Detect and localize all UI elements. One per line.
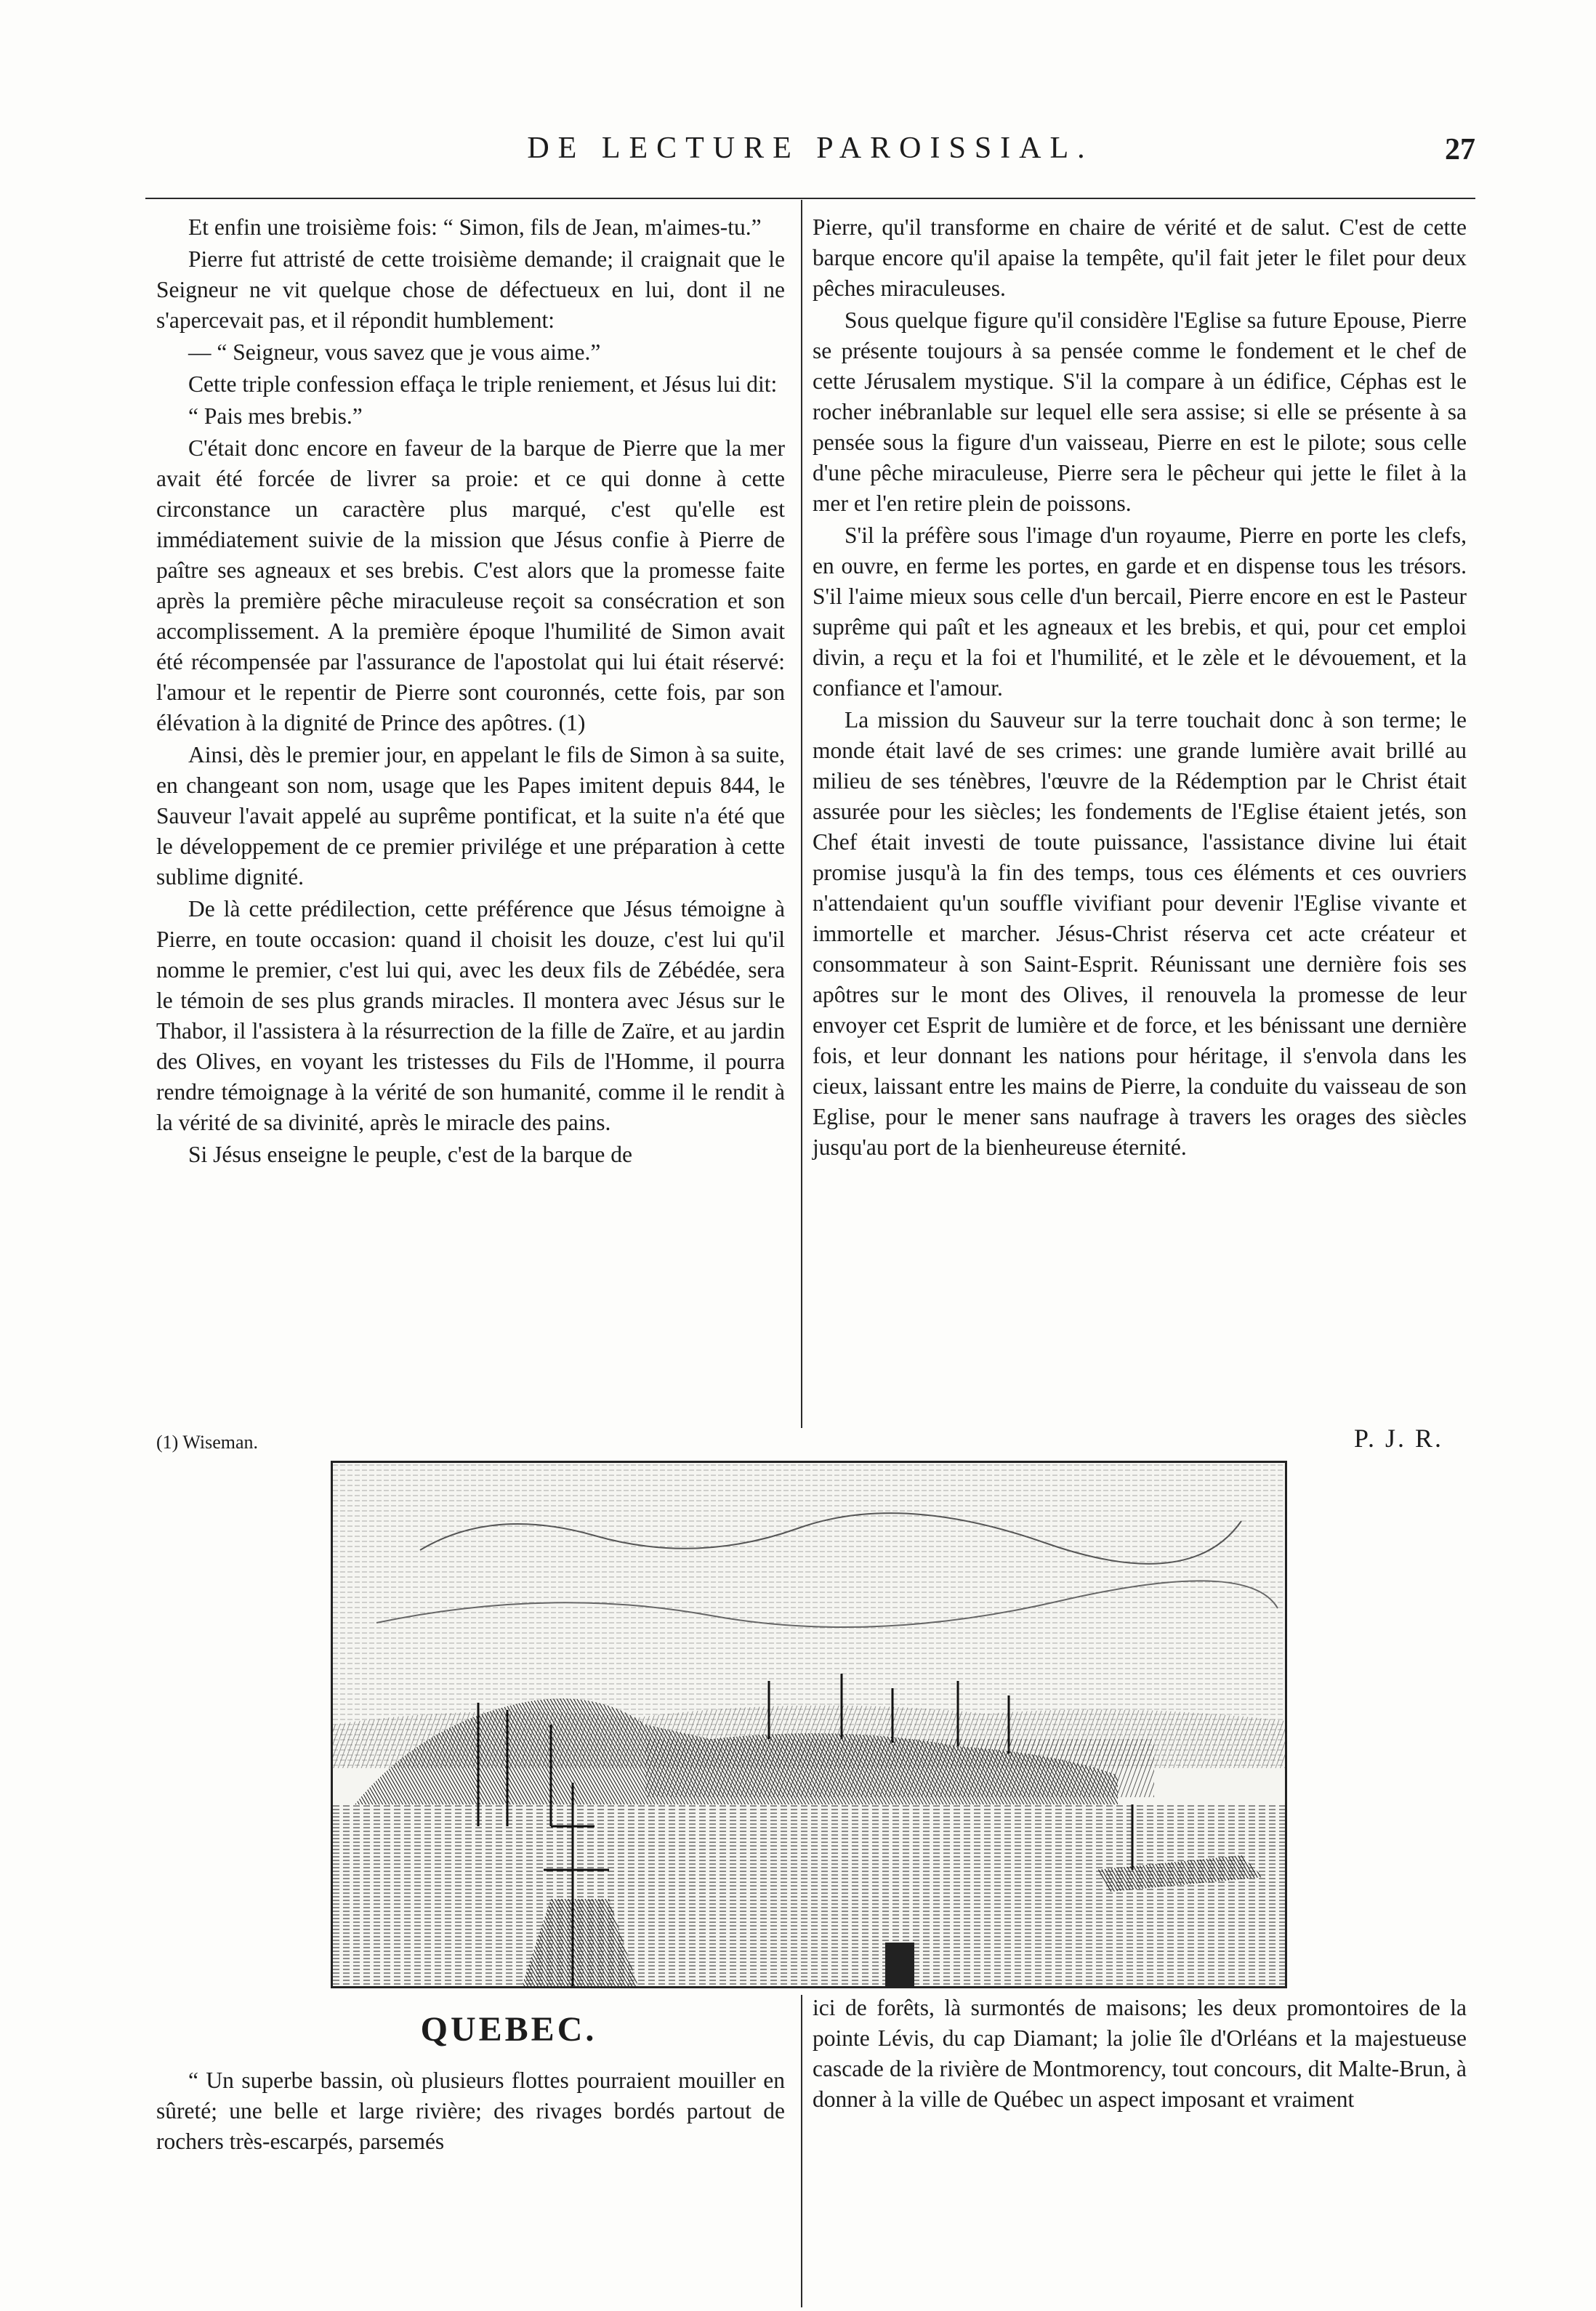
paragraph: — “ Seigneur, vous savez que je vous aime.” <box>188 339 601 365</box>
paragraph: Cette triple confession effaça le triple reniement, et Jésus lui dit: <box>188 371 778 397</box>
paragraph: “ Un superbe bassin, où plusieurs flottes pourraient mouiller en sûreté; une belle et large rivière; des rivages bordés partout de rochers très-escarpés, parsemés <box>156 2068 785 2154</box>
paragraph: Et enfin une troisième fois: “ Simon, fils de Jean, m'aimes-tu.” <box>188 214 762 240</box>
header-rule <box>145 198 1475 199</box>
paragraph: De là cette prédilection, cette préférence que Jésus témoigne à Pierre, en toute occasion: quand il choisit les douze, c'est lui qu'il nomme le premier, c'est lui qui, avec les deux fils de Zébédée, sera le témoin de ses plus grands miracles. Il montera avec Jésus sur le Thabor, il l'assistera à la résurrection de la fille de Zaïre, et au jardin des Olives, en voyant les tristesses du Fils de l'Homme, il pourra rendre témoignage à la vérité de son humanité, comme il le rendit à la vérité de sa divinité, après le miracle des pains. <box>156 896 785 1135</box>
paragraph: Si Jésus enseigne le peuple, c'est de la barque de <box>188 1142 632 1167</box>
author-signature: P. J. R. <box>1353 1424 1443 1453</box>
quebec-column-right <box>813 1993 1467 2116</box>
running-header <box>145 131 1475 182</box>
paragraph: Sous quelque figure qu'il considère l'Eglise sa future Epouse, Pierre se présente toujours à sa pensée comme le fondement et le chef de cette Jérusalem mystique. S'il la compare à un édifice, Céphas est le rocher inébranlable sur lequel elle sera assise; si elle se présente à sa pensée sous la figure d'un vaisseau, Pierre en est le pilote; sous celle d'une pêche miraculeuse, Pierre sera le pêcheur qui jette le filet à la mer et l'en retire plein de poissons. <box>813 307 1467 516</box>
column-left <box>156 212 785 1171</box>
section-title: QUEBEC. <box>420 2010 597 2049</box>
paragraph: ici de forêts, là surmontés de maisons; les deux promontoires de la pointe Lévis, du cap Diamant; la jolie île d'Orléans et la majestueuse cascade de la rivière de Montmorency, tout concours, dit Malte-Brun, à donner à la ville de Québec un aspect imposant et vraiment <box>813 1995 1467 2112</box>
column-right <box>813 212 1467 1164</box>
paragraph: C'était donc encore en faveur de la barque de Pierre que la mer avait été forcée de livrer sa proie: et ce qui donne à cette circonstance un caractère plus marqué, c'est qu'elle est immédiatement suivie de la mission que Jésus confie à Pierre de paître ses agneaux et ses brebis. C'est alors que la promesse faite après la première pêche miraculeuse reçoit sa consécration et son accomplissement. A la première époque l'humilité de Simon avait été récompensée par l'assurance de l'apostolat qui lui était réservé: l'amour et le repentir de Pierre sont couronnés, cette fois, par son élévation à la dignité de Prince des apôtres. (1) <box>156 435 785 735</box>
quebec-column-left <box>156 2065 785 2158</box>
paragraph: Ainsi, dès le premier jour, en appelant le fils de Simon à sa suite, en changeant son nom, usage que les Papes imitent depuis 844, le Sauveur l'avait appelé au suprême pontificat, et la suite n'a été que le développement de ce premier privilége et une préparation à cette sublime dignité. <box>156 742 785 890</box>
page-number: 27 <box>1445 133 1475 166</box>
paragraph: Pierre, qu'il transforme en chaire de vérité et de salut. C'est de cette barque encore qu'il apaise la tempête, qu'il fait jeter le filet pour deux pêches miraculeuses. <box>813 214 1467 301</box>
column-divider-top <box>801 200 802 1428</box>
paragraph: S'il la préfère sous l'image d'un royaume, Pierre en porte les clefs, en ouvre, en ferme les portes, en garde et en dispense tous les trésors. S'il l'aime mieux sous celle d'un bercail, Pierre encore en est le Pasteur suprême qui paît et les agneaux et les brebis, et qui, pour cet emploi divin, a reçu et la foi et l'humilité, et le zèle et le dévouement, et la confiance et l'amour. <box>813 523 1467 701</box>
paragraph: Pierre fut attristé de cette troisième demande; il craignait que le Seigneur ne vit quelque chose de défectueux en lui, dont il ne s'apercevait pas, et il répondit humblement: <box>156 246 785 333</box>
footnote: (1) Wiseman. <box>156 1432 258 1453</box>
running-title: DE LECTURE PAROISSIAL. <box>527 132 1094 165</box>
engraving-quebec-harbour-icon <box>331 1461 1287 1988</box>
paragraph: La mission du Sauveur sur la terre touchait donc à son terme; le monde était lavé de ses crimes: une grande lumière avait brillé au milieu de ses ténèbres, l'œuvre de la Rédemption par le Christ était assurée pour les siècles; les fondements de l'Eglise étaient jetés, son Chef était investi de toute puissance, l'assistance divine lui était promise jusqu'à la fin des temps, tous ces éléments et ces ouvriers n'attendaient qu'un souffle vivifiant pour devenir l'Eglise vivante et immortelle et marcher. Jésus-Christ réserva cet acte créateur et consommateur à son Saint-Esprit. Réunissant une dernière fois ses apôtres sur le mont des Olives, il renouvela la promesse de leur envoyer cet Esprit de lumière et de force, et les bénissant une dernière fois, et leur donnant les nations pour héritage, il s'envola dans les cieux, laissant entre les mains de Pierre, la conduite du vaisseau de son Eglise, pour le mener sans naufrage à travers les orages des siècles jusqu'au port de la bienheureuse éternité. <box>813 707 1467 1160</box>
paragraph: “ Pais mes brebis.” <box>188 403 363 429</box>
